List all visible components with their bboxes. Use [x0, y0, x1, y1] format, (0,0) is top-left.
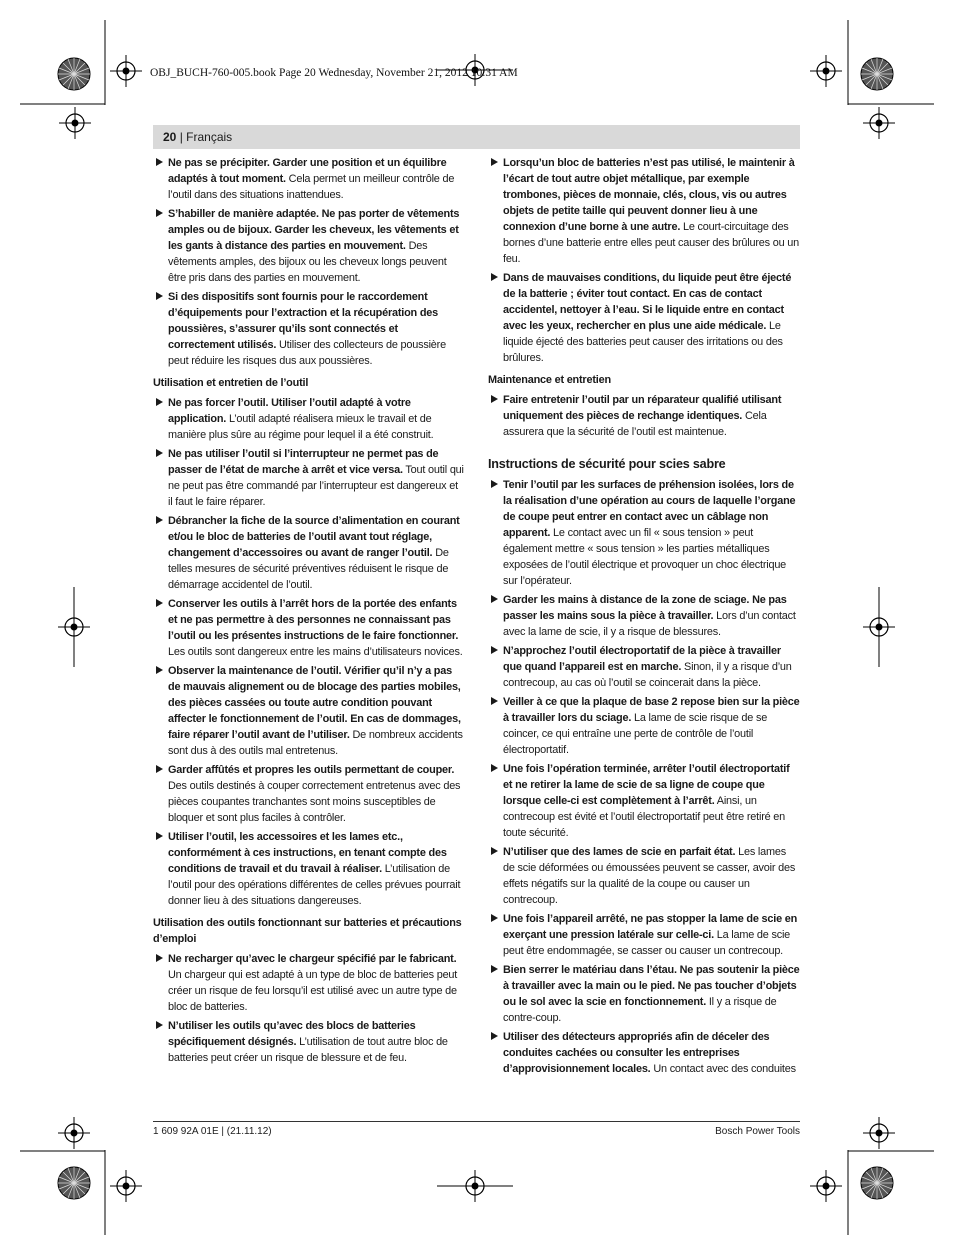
bullet-item [488, 477, 800, 589]
print-info-line: OBJ_BUCH-760-005.book Page 20 Wednesday, November 21, 2012 10:31 AM [150, 67, 518, 79]
page-header [153, 125, 800, 149]
bullet-bold-text: S’habiller de manière adaptée. Ne pas porter de vêtements amples ou de bijoux. Garder les cheveux, les vêtements et les gants à distance des parties en mouvement. [168, 208, 460, 252]
bullet-item [153, 289, 465, 369]
bullet-triangle-icon [491, 395, 498, 403]
footer-brand: Bosch Power Tools [715, 1126, 800, 1137]
header-separator: | [176, 130, 187, 144]
subheading: Utilisation et entretien de l’outil [153, 377, 309, 389]
bullet-item [153, 1018, 465, 1066]
bullet-item [488, 694, 800, 758]
bullet-item [488, 962, 800, 1026]
bullet-item [153, 762, 465, 826]
bullet-body-text: Cela assurera que la sécurité de l’outil est maintenue. [503, 410, 767, 438]
bullet-triangle-icon [491, 697, 498, 705]
bullet-bold-text: Une fois l’appareil arrêté, ne pas stopper la lame de scie en exerçant une pression latérale sur celle-ci. [503, 913, 798, 941]
bullet-body-text: Des outils destinés à couper correctement entretenus avec des pièces coupantes tranchantes sont moins susceptibles de bloquer et sont plus faciles à contrôler. [168, 780, 461, 824]
bullet-triangle-icon [491, 595, 498, 603]
bullet-body-text: Un contact avec des conduites [650, 1063, 796, 1075]
bullet-bold-text: Si des dispositifs sont fournis pour le raccordement d’équipements pour l’extraction et la récupération des poussières, s’assurer qu’ils sont connectés et correctement utilisés. [168, 291, 439, 351]
bullet-bold-text: Utiliser l’outil, les accessoires et les lames etc., conformément à ces instructions, en tenant compte des conditions de travail et du travail à réaliser. [168, 831, 447, 875]
bullet-item [488, 1029, 800, 1077]
bullet-triangle-icon [156, 599, 163, 607]
bullet-item [488, 270, 800, 366]
bullet-bold-text: Dans de mauvaises conditions, du liquide peut être éjecté de la batterie ; éviter tout contact. En cas de contact accidentel, nettoyer à l’eau. Si le liquide entre en contact avec les yeux, rechercher en plus une aide médicale. [503, 272, 792, 332]
bullet-triangle-icon [491, 273, 498, 281]
bullet-body-text: Le contact avec un fil « sous tension » peut également mettre « sous tension » les parties métalliques exposées de l’outil électrique et provoquer un choc électrique sur l’opérateur. [503, 527, 787, 587]
bullet-triangle-icon [491, 965, 498, 973]
bullet-triangle-icon [156, 516, 163, 524]
bullet-bold-text: Ne pas utiliser l’outil si l’interrupteur ne permet pas de passer de l’état de marche à arrêt et vice versa. [168, 448, 439, 476]
footer-doc-number: 1 609 92A 01E | (21.11.12) [153, 1126, 272, 1137]
bullet-item [488, 392, 800, 440]
bullet-triangle-icon [156, 449, 163, 457]
header-text [163, 130, 232, 144]
bullet-body-text: De telles mesures de sécurité préventives réduisent le risque de démarrage accidentel de l’outil. [168, 547, 449, 591]
bullet-bold-text: N’approchez l’outil électroportatif de la pièce à travailler que quand l’appareil est en marche. [503, 645, 781, 673]
bullet-body-text: Ainsi, un contrecoup est évité et l’outil électroportatif peut être retiré en toute sécurité. [503, 795, 786, 839]
bullet-bold-text: Bien serrer le matériau dans l’étau. Ne pas soutenir la pièce à travailler avec la main ou le pied. Ne pas toucher d’objets ou le sol avec la scie en fonctionnement. [503, 964, 800, 1008]
right-column [488, 155, 800, 1080]
bullet-item [153, 829, 465, 909]
bullet-triangle-icon [491, 646, 498, 654]
bullet-bold-text: Garder les mains à distance de la zone de sciage. Ne pas passer les mains sous la pièce à travailler. [503, 594, 787, 622]
bullet-body-text: Il y a risque de contre-coup. [503, 996, 777, 1024]
bullet-bold-text: Ne pas forcer l’outil. Utiliser l’outil adapté à votre application. [168, 397, 411, 425]
bullet-item [488, 844, 800, 908]
bullet-bold-text: Faire entretenir l’outil par un réparateur qualifié utilisant uniquement des pièces de rechange identiques. [503, 394, 782, 422]
bullet-triangle-icon [156, 398, 163, 406]
bullet-item [153, 155, 465, 203]
bullet-bold-text: Une fois l’opération terminée, arrêter l’outil électroportatif et ne retirer la lame de scie de sa ligne de coupe que lorsque celle-ci est complètement à l’arrêt. [503, 763, 790, 807]
bullet-item [153, 596, 465, 660]
bullet-triangle-icon [156, 292, 163, 300]
bullet-triangle-icon [491, 847, 498, 855]
bullet-item [153, 395, 465, 443]
bullet-triangle-icon [491, 1032, 498, 1040]
subheading: Utilisation des outils fonctionnant sur batteries et précautions d’emploi [153, 917, 462, 945]
bullet-item [488, 643, 800, 691]
bullet-body-text: Les lames de scie déformées ou émoussées peuvent se casser, avoir des effets négatifs sur la qualité de la coupe ou causer un contrecoup. [503, 846, 796, 906]
bullet-bold-text: N’utiliser que des lames de scie en parfait état. [503, 846, 736, 858]
bullet-triangle-icon [156, 158, 163, 166]
bullet-body-text: Les outils sont dangereux entre les mains d’utilisateurs novices. [168, 646, 463, 658]
bullet-bold-text: Ne pas se précipiter. Garder une position et un équilibre adaptés à tout moment. [168, 157, 447, 185]
bullet-body-text: Cela permet un meilleur contrôle de l’outil dans des situations inattendues. [168, 173, 455, 201]
bullet-body-text: Le liquide éjecté des batteries peut causer des irritations ou des brûlures. [503, 320, 783, 364]
bullet-triangle-icon [491, 480, 498, 488]
bullet-triangle-icon [156, 666, 163, 674]
bullet-triangle-icon [156, 209, 163, 217]
page-number: 20 [163, 130, 177, 144]
bullet-triangle-icon [491, 158, 498, 166]
bullet-body-text: Lors d’un contact avec la lame de scie, il y a risque de blessures. [503, 610, 796, 638]
bullet-body-text: Utiliser des collecteurs de poussière peut réduire les risques dus aux poussières. [168, 339, 446, 367]
bullet-item [488, 592, 800, 640]
bullet-item [153, 513, 465, 593]
bullet-item [153, 446, 465, 510]
bullet-triangle-icon [156, 1021, 163, 1029]
bullet-body-text: La lame de scie risque de se coincer, ce qui entraîne une perte de contrôle de l’outil électroportatif. [503, 712, 768, 756]
bullet-triangle-icon [156, 954, 163, 962]
bullet-bold-text: Conserver les outils à l’arrêt hors de la portée des enfants et ne pas permettre à des personnes ne connaissant pas l’outil ou les présentes instructions de le faire fonctionner. [168, 598, 459, 642]
header-language: Français [186, 130, 233, 144]
bullet-body-text: L’utilisation de l’outil pour des opérations différentes de celles prévues pourrait donner lieu à des situations dangereuses. [168, 863, 461, 907]
bullet-body-text: L’outil adapté réalisera mieux le travail et de manière plus sûre au régime pour lequel il a été construit. [168, 413, 434, 441]
bullet-body-text: Un chargeur qui est adapté à un type de bloc de batteries peut créer un risque de feu lorsqu’il est utilisé avec un autre type de bloc de batteries. [168, 969, 458, 1013]
bullet-body-text: Tout outil qui ne peut pas être commandé par l’interrupteur est dangereux et il faut le faire réparer. [168, 464, 464, 508]
bullet-body-text: De nombreux accidents sont dus à des outils mal entretenus. [168, 729, 463, 757]
bullet-item [488, 155, 800, 267]
bullet-body-text: La lame de scie peut être endommagée, se casser ou causer un contrecoup. [503, 929, 791, 957]
bullet-body-text: Des vêtements amples, des bijoux ou les cheveux longs peuvent être pris dans des parties en mouvement. [168, 240, 447, 284]
bullet-triangle-icon [491, 764, 498, 772]
bullet-item [153, 663, 465, 759]
bullet-body-text: L’utilisation de tout autre bloc de batteries peut créer un risque de blessure et de feu. [168, 1036, 448, 1064]
left-column [153, 155, 465, 1069]
bullet-item [153, 206, 465, 286]
bullet-item [153, 951, 465, 1015]
bullet-item [488, 911, 800, 959]
bullet-bold-text: Tenir l’outil par les surfaces de préhension isolées, lors de la réalisation d’une opération au cours de laquelle l’organe de coupe peut entrer en contact avec un câblage non apparent. [503, 479, 796, 539]
bullet-bold-text: Lorsqu’un bloc de batteries n’est pas utilisé, le maintenir à l’écart de tout autre objet métallique, par exemple trombones, pièces de monnaie, clés, clous, vis ou autres objets de petite taille qui peuvent donner lieu à une connexion d’une borne à une autre. [503, 157, 795, 233]
bullet-body-text: Le court-circuitage des bornes d’une batterie entre elles peut causer des brûlures ou un feu. [503, 221, 799, 265]
bullet-triangle-icon [491, 914, 498, 922]
bullet-triangle-icon [156, 832, 163, 840]
footer-rule [153, 1121, 800, 1122]
bullet-bold-text: Débrancher la fiche de la source d’alimentation en courant et/ou le bloc de batteries de l’outil avant tout réglage, changement d’accessoires ou avant de ranger l’outil. [168, 515, 460, 559]
bullet-bold-text: Ne recharger qu’avec le chargeur spécifié par le fabricant. [168, 953, 457, 965]
subheading: Maintenance et entretien [488, 374, 611, 386]
bullet-triangle-icon [156, 765, 163, 773]
bullet-bold-text: Utiliser des détecteurs appropriés afin de déceler des conduites cachées ou consulter les entreprises d’approvisionnement locales. [503, 1031, 770, 1075]
section-heading: Instructions de sécurité pour scies sabre [488, 457, 726, 471]
bullet-body-text: Sinon, il y a risque d’un contrecoup, au cas où l’outil se coincerait dans la pièce. [503, 661, 792, 689]
bullet-bold-text: N’utiliser les outils qu’avec des blocs de batteries spécifiquement désignés. [168, 1020, 416, 1048]
bullet-bold-text: Garder affûtés et propres les outils permettant de couper. [168, 764, 455, 776]
bullet-bold-text: Veiller à ce que la plaque de base 2 repose bien sur la pièce à travailler lors du sciage. [503, 696, 800, 724]
bullet-item [488, 761, 800, 841]
bullet-bold-text: Observer la maintenance de l’outil. Vérifier qu’il n’y a pas de mauvais alignement ou de blocage des parties mobiles, des pièces cassées ou toute autre condition pouvant affecter le fonctionnement de l’outil. En cas de dommages, faire réparer l’outil avant de l’utiliser. [168, 665, 461, 741]
